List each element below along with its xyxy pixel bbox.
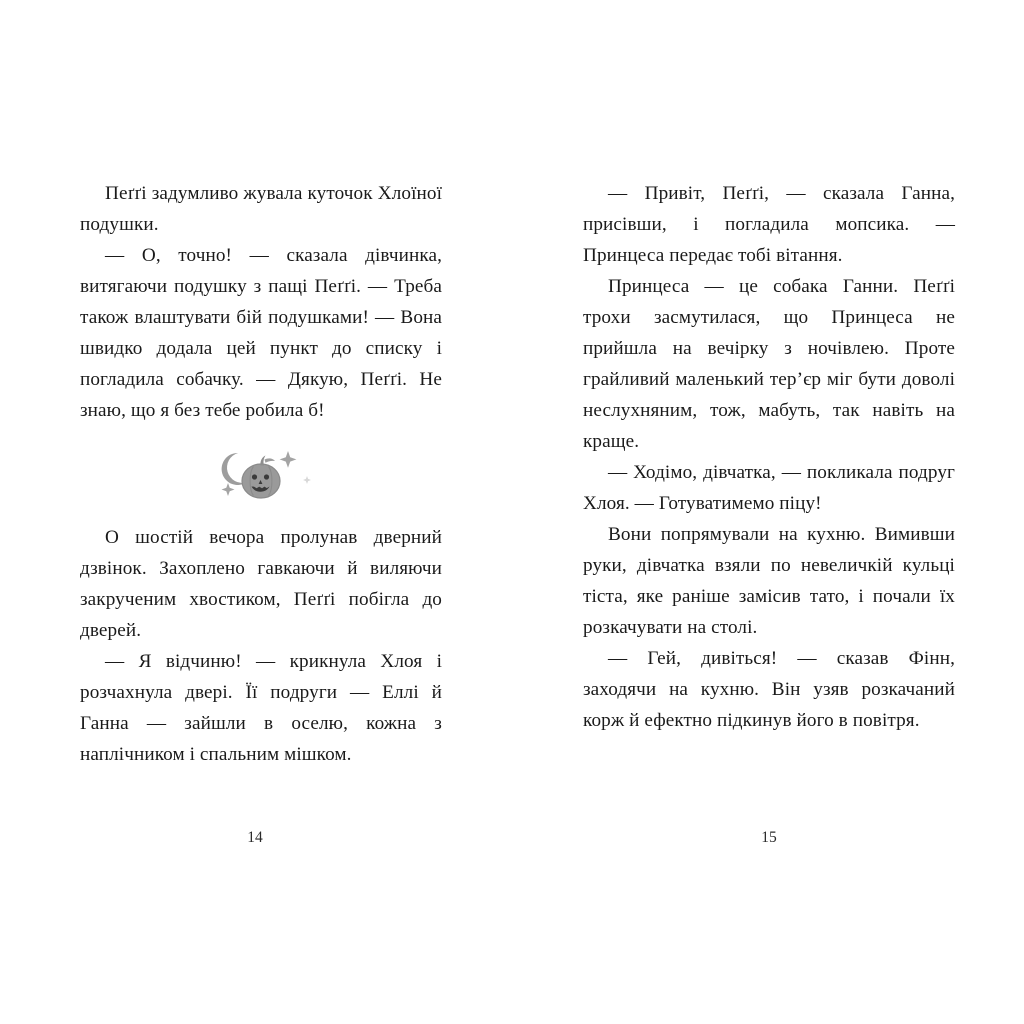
star-icon <box>303 476 311 484</box>
star-icon <box>280 451 297 468</box>
jack-o-lantern-pumpkin-icon <box>242 456 280 499</box>
paragraph: — О, точно! — сказала дівчинка, витягаючи подушку з пащі Пеґґі. — Треба також влаштувати бій подушками! — Вона швидко додала цей пункт до списку і погладила собачку. — Дякую, Пеґґі. Не знаю, що я без тебе робила б! <box>80 245 442 421</box>
page-right <box>512 0 1024 1024</box>
star-icon <box>222 483 235 496</box>
pumpkin-moon-stars-ornament <box>80 426 442 522</box>
text-block-left <box>80 178 442 770</box>
paragraph: — Привіт, Пеґґі, — сказала Ганна, присівши, і погладила мопсика. — Принцеса передає тобі вітання. <box>583 183 955 266</box>
paragraph: О шостій вечора пролунав дверний дзвінок. Захоплено гавкаючи й виляючи закрученим хвостиком, Пеґґі побігла до дверей. <box>80 527 442 641</box>
paragraph: Принцеса — це собака Ганни. Пеґґі трохи засмутилася, що Принцеса не прийшла на вечірку з ночівлею. Проте грайливий маленький тер’єр міг бути доволі неслухняним, тож, мабуть, так навіть на краще. <box>583 276 955 452</box>
text-block-right <box>583 178 955 736</box>
paragraph: Вони попрямували на кухню. Вимивши руки, дівчатка взяли по невеличкій кульці тіста, яке раніше замісив тато, і почали їх розкачувати на столі. <box>583 524 955 638</box>
paragraph: — Гей, дивіться! — сказав Фінн, заходячи на кухню. Він узяв розкачаний корж й ефектно підкинув його в повітря. <box>583 648 955 731</box>
page-number-right: 15 <box>761 829 777 846</box>
paragraph: — Ходімо, дівчатка, — покликала подруг Хлоя. — Готуватимемо піцу! <box>583 462 955 514</box>
paragraph: — Я відчиню! — крикнула Хлоя і розчахнула двері. Її подруги — Еллі й Ганна — зайшли в оселю, кожна з наплічником і спальним мішком. <box>80 651 442 765</box>
page-number-left: 14 <box>247 829 263 846</box>
paragraph: Пеґґі задумливо жувала куточок Хлоїної подушки. <box>80 183 442 235</box>
